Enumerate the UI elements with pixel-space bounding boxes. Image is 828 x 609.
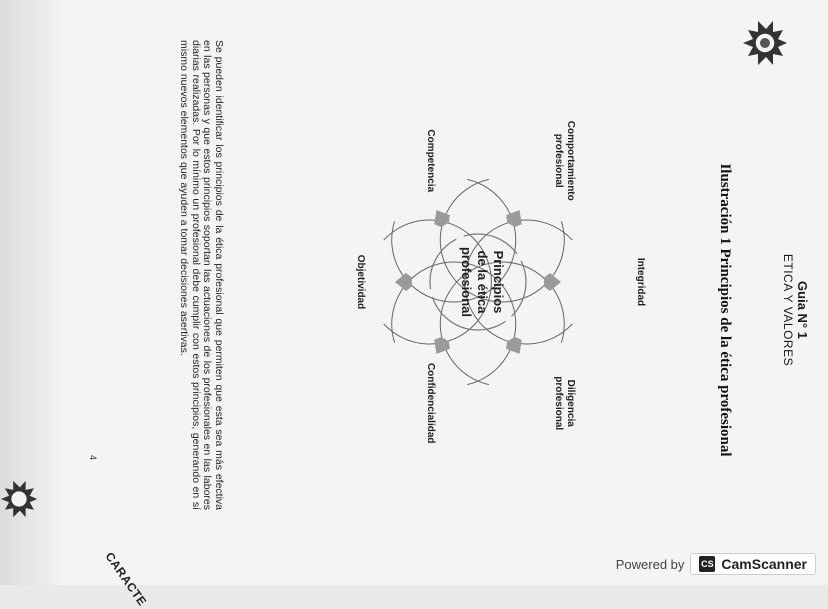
center-label-line-1: Principios: [491, 250, 506, 314]
scanner-watermark: [616, 551, 816, 577]
principle-node-label: Integridad: [635, 257, 646, 307]
camscanner-logo-icon: CS: [699, 556, 715, 572]
connector-arrow-icon: [434, 337, 450, 354]
principle-node-label: profesional: [553, 376, 564, 431]
connector-arrow-icon: [506, 337, 522, 354]
center-label-line-2: de la ética: [475, 250, 490, 314]
institution-seal-icon-lower: [0, 480, 38, 518]
principle-node-label: Diligencia: [565, 379, 576, 427]
connector-arrow-icon: [506, 210, 522, 227]
powered-by-text: Powered by: [615, 556, 685, 572]
body-paragraph: Se pueden identificar los principios de la ética profesional que permiten que esta sea más efectiva en las personas y que estos principios soportan las actuaciones de los profesionales en las labores diarias realizadas. Por lo mínimo un profesional debe cumplir con estos principios, generando en sí mismo nuevos elementos que ayuden a tomar decisiones asertivas.: [178, 40, 225, 510]
camscanner-name: CamScanner: [721, 556, 807, 572]
course-name: ETICA Y VALORES: [781, 253, 795, 367]
guide-number: Guia N° 1: [795, 281, 810, 339]
principle-node-label: Comportamiento: [565, 120, 576, 201]
figure-title: Ilustración 1 Principios de la ética profesional: [717, 163, 733, 457]
principle-node-label: Objetividad: [355, 254, 366, 310]
connector-arrow-icon: [544, 273, 561, 291]
camscanner-badge: [690, 553, 816, 575]
principle-node-label: Competencia: [425, 129, 436, 193]
principle-node-label: Confidencialidad: [425, 362, 436, 444]
center-label-line-3: profesional: [459, 246, 474, 318]
connector-arrow-icon: [395, 273, 412, 291]
principle-node-label: profesional: [553, 133, 564, 188]
connector-arrow-icon: [434, 210, 450, 227]
center-node: [430, 234, 526, 330]
next-page-heading-fragment: CARACTE: [102, 549, 150, 609]
page-number: 4: [88, 455, 98, 461]
